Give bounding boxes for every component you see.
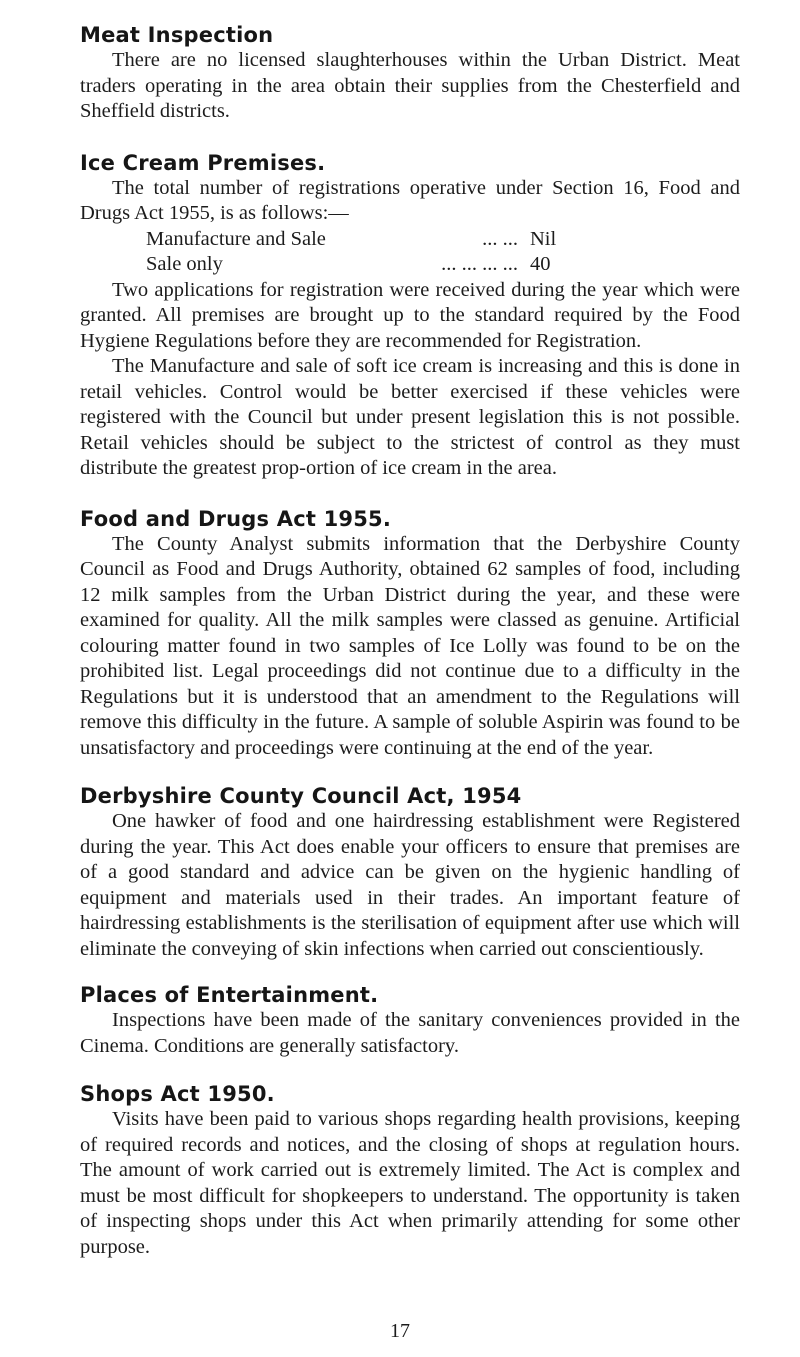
document-page (80, 22, 740, 1260)
leader-dots: ... ... ... ... (441, 253, 518, 275)
registration-value: Nil (530, 227, 557, 250)
paragraph: Inspections have been made of the sanitary conveniences provided in the Cinema. Conditions are generally satisfactory. (80, 1009, 740, 1057)
paragraph: There are no licensed slaughterhouses within the Urban District. Meat traders operating in the area obtain their supplies from the Chesterfield and Sheffield districts. (80, 49, 740, 122)
section-shops-act (80, 1081, 740, 1260)
section-places-of-entertainment (80, 982, 740, 1059)
section-meat-inspection (80, 22, 740, 125)
section-heading: Derbyshire County Council Act, 1954 (80, 784, 522, 808)
paragraph: Two applications for registration were received during the year which were granted. All premises are brought up to the standard required by the Food Hygiene Regulations before they are recommended for Registration. (80, 278, 740, 352)
registration-label: Manufacture and Sale (146, 227, 326, 250)
leader-dots: ... ... (482, 227, 518, 250)
section-heading: Shops Act 1950. (80, 1082, 275, 1106)
section-heading: Food and Drugs Act 1955. (80, 506, 392, 531)
section-derbyshire-county-council-act (80, 783, 740, 962)
paragraph: One hawker of food and one hairdressing establishment were Registered during the year. This Act does enable your officers to ensure that premises are of a good standard and advice can be given on the hygienic handling of equipment and materials used in their trades. An important feature of hairdressing establishments is the sterilisation of equipment after use which will eliminate the conveying of skin infections when carried out conscientiously. (80, 810, 740, 960)
section-heading: Places of Entertainment. (80, 983, 379, 1007)
paragraph: Visits have been paid to various shops regarding health provisions, keeping of required records and notices, and the closing of shops at regulation hours. The amount of work carried out is extremely limited. The Act is complex and must be most difficult for shopkeepers to understand. The opportunity is taken of inspecting shops under this Act when primarily attending for some other purpose. (80, 1108, 740, 1258)
registration-value: 40 (530, 253, 551, 275)
section-heading: Ice Cream Premises. (80, 150, 326, 175)
page-number: 17 (390, 1320, 410, 1342)
registration-row (80, 252, 740, 278)
section-food-and-drugs-act (80, 506, 740, 762)
section-heading: Meat Inspection (80, 23, 274, 47)
paragraph: The County Analyst submits information that the Derbyshire County Council as Food and Drugs Authority, obtained 62 samples of food, including 12 milk samples from the Urban District during the year, and these were examined for quality. All the milk samples were classed as genuine. Artificial colouring matter found in two samples of Ice Lolly was found to be on the prohibited list. Legal proceedings did not continue due to a difficulty in the Regulations but it is understood that an amendment to the Regulations will remove this difficulty in the future. A sample of soluble Aspirin was found to be unsatisfactory and proceedings were continuing at the end of the year. (80, 532, 740, 759)
paragraph: The Manufacture and sale of soft ice cream is increasing and this is done in retail vehicles. Control would be better exercised if these vehicles were registered with the Council but under present legislation this is not possible. Retail vehicles should be subject to the strictest of control as they must distribute the greatest prop-ortion of ice cream in the area. (80, 355, 740, 479)
paragraph: The total number of registrations operative under Section 16, Food and Drugs Act 1955, is as follows:— (80, 176, 740, 224)
registration-row (80, 227, 740, 253)
section-ice-cream-premises (80, 150, 740, 482)
registration-label: Sale only (146, 253, 223, 275)
